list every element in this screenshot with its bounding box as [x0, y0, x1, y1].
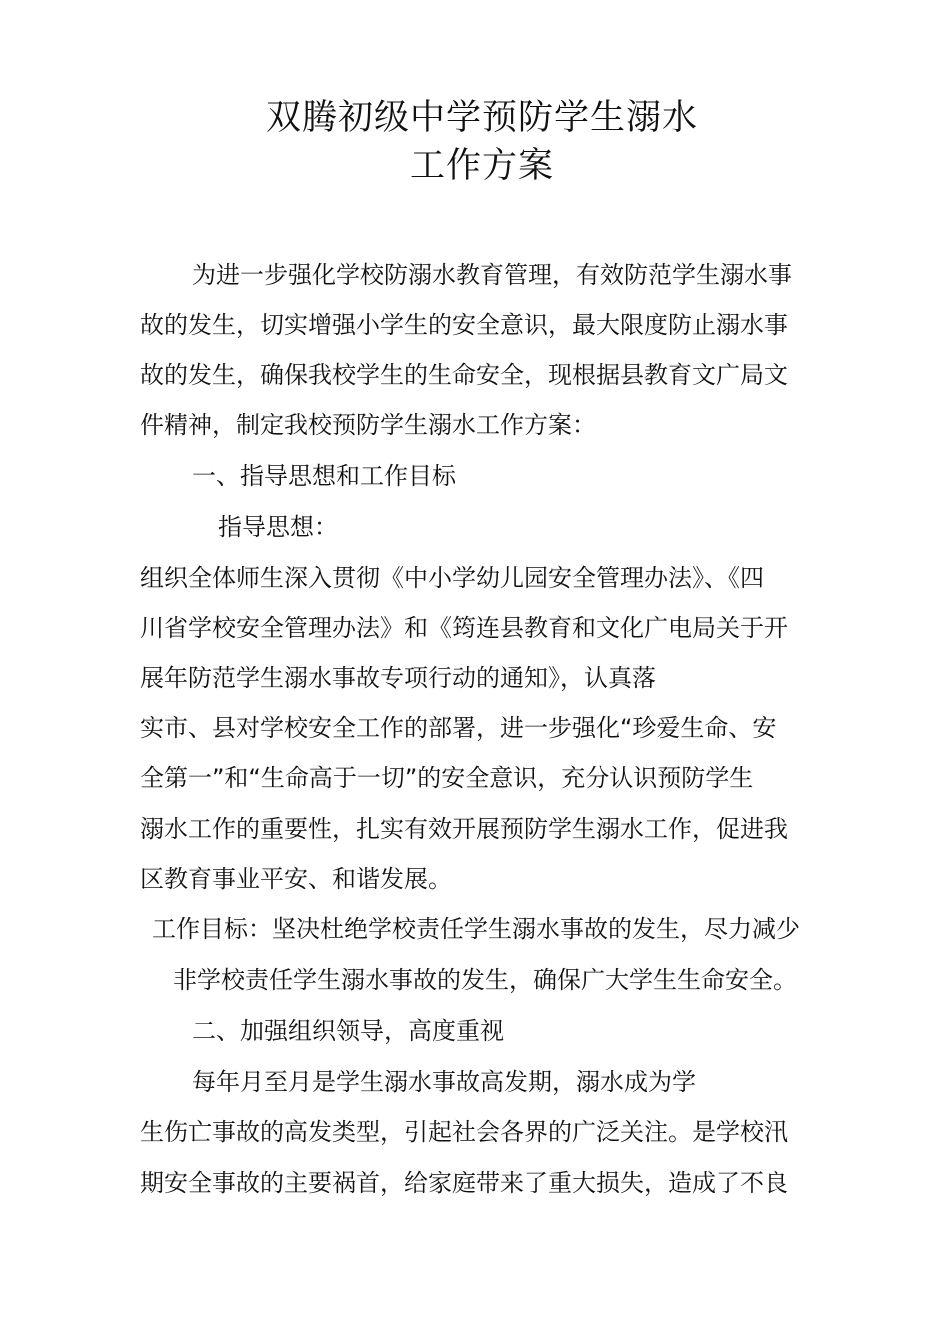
- body-line-15: 非学校责任学生溺水事故的发生，确保广大学生生命安全。: [173, 966, 797, 994]
- body-line-3: 故的发生，确保我校学生的生命安全，现根据县教育文广局文: [140, 361, 788, 389]
- body-line-13: 区教育事业平安、和谐发展。: [140, 865, 452, 893]
- body-line-9: 展年防范学生溺水事故专项行动的通知》，认真落: [140, 664, 656, 692]
- document-title-line-1: 双腾初级中学预防学生溺水: [265, 98, 698, 138]
- body-line-10: 实市、县对学校安全工作的部署，进一步强化“珍爱生命、安: [140, 714, 777, 742]
- section-heading-1: 一、指导思想和工作目标: [192, 462, 456, 490]
- section-heading-2: 二、加强组织领导，高度重视: [192, 1017, 504, 1045]
- body-line-7: 组织全体师生深入贯彻《中小学幼儿园安全管理办法》、《四: [140, 564, 764, 592]
- body-line-12: 溺水工作的重要性，扎实有效开展预防学生溺水工作，促进我: [140, 815, 788, 843]
- body-line-4: 件精神，制定我校预防学生溺水工作方案：: [140, 411, 596, 439]
- body-line-18: 生伤亡事故的高发类型，引起社会各界的广泛关注。是学校汛: [140, 1118, 788, 1146]
- document-title-line-2: 工作方案: [409, 146, 554, 186]
- body-line-1: 为进一步强化学校防溺水教育管理，有效防范学生溺水事: [192, 261, 792, 289]
- body-line-14: 工作目标：坚决杜绝学校责任学生溺水事故的发生，尽力减少: [152, 915, 800, 943]
- body-line-17: 每年月至月是学生溺水事故高发期，溺水成为学: [192, 1068, 696, 1096]
- body-line-2: 故的发生，切实增强小学生的安全意识，最大限度防止溺水事: [140, 311, 788, 339]
- body-line-19: 期安全事故的主要祸首，给家庭带来了重大损失，造成了不良: [140, 1169, 788, 1197]
- body-line-8: 川省学校安全管理办法》和《筠连县教育和文化广电局关于开: [140, 614, 788, 642]
- subheading-guiding-thought: 指导思想：: [218, 513, 338, 541]
- body-line-11: 全第一”和“生命高于一切”的安全意识，充分认识预防学生: [140, 764, 754, 792]
